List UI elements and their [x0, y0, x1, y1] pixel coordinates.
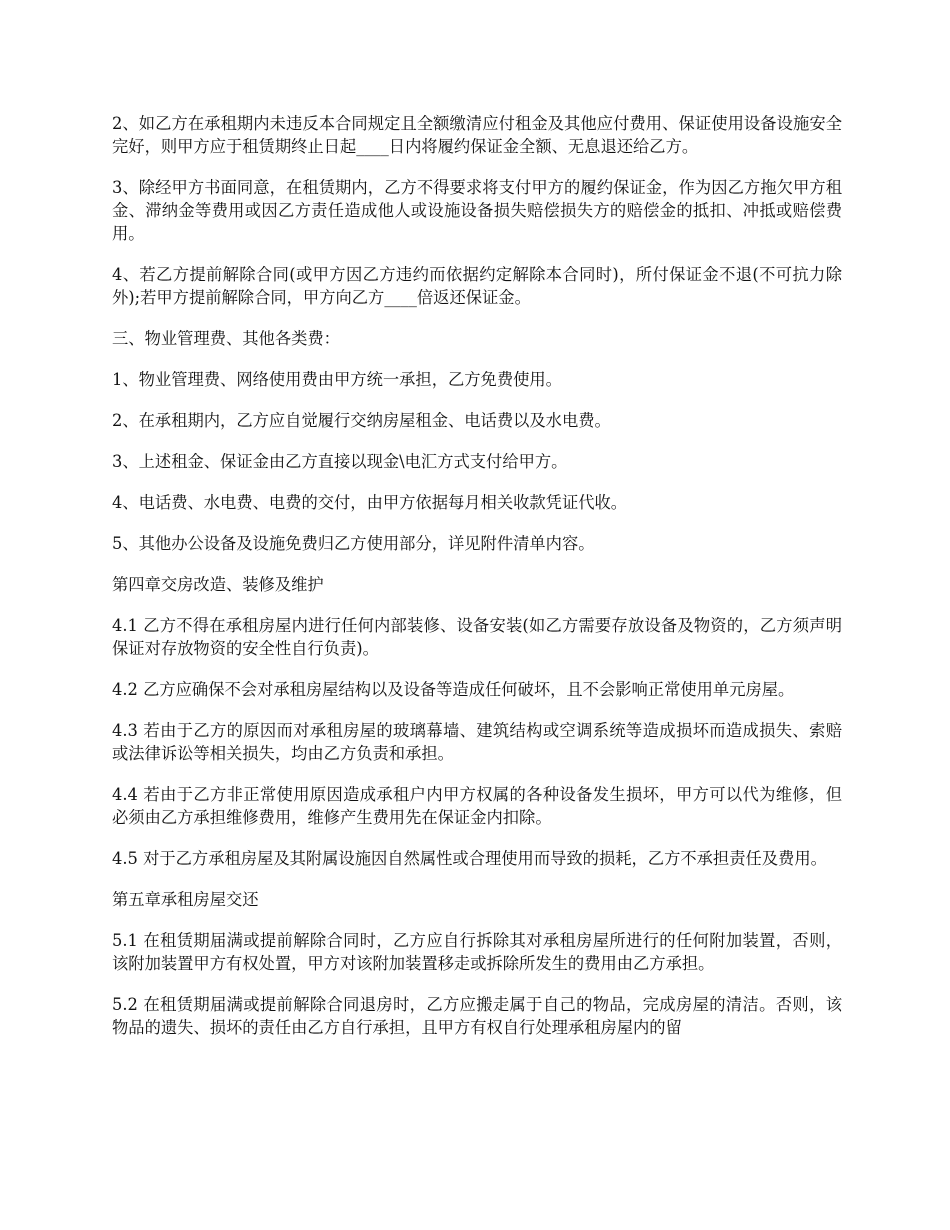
clause-4-5: 4.5 对于乙方承租房屋及其附属设施因自然属性或合理使用而导致的损耗，乙方不承担责任及费用。: [112, 849, 827, 868]
paragraph-fee-4: 4、电话费、水电费、电费的交付，由甲方依据每月相关收款凭证代收。: [112, 493, 628, 512]
paragraph-deposit-deduction: 3、除经甲方书面同意，在租赁期内，乙方不得要求将支付甲方的履约保证金，作为因乙方拖欠甲方租金、滞纳金等费用或因乙方责任造成他人或设施设备损失赔偿损失方的赔偿金的抵扣、冲抵或赔偿费用。: [112, 178, 842, 243]
paragraph-fee-3: 3、上述租金、保证金由乙方直接以现金\电汇方式支付给甲方。: [112, 452, 568, 471]
chapter-heading-5: 第五章承租房屋交还: [112, 890, 259, 909]
clause-5-1: 5.1 在租赁期届满或提前解除合同时，乙方应自行拆除其对承租房屋所进行的任何附加装置，否则，该附加装置甲方有权处置，甲方对该附加装置移走或拆除所发生的费用由乙方承担。: [112, 931, 842, 973]
document-page: [112, 112, 842, 1057]
clause-4-1: 4.1 乙方不得在承租房屋内进行任何内部装修、设备安装(如乙方需要存放设备及物资的，乙方须声明保证对存放物资的安全性自行负责)。: [112, 616, 842, 658]
paragraph-fee-5: 5、其他办公设备及设施免费归乙方使用部分，详见附件清单内容。: [112, 534, 595, 553]
clause-4-4: 4.4 若由于乙方非正常使用原因造成承租户内甲方权属的各种设备发生损坏，甲方可以代为维修，但必须由乙方承担维修费用，维修产生费用先在保证金内扣除。: [112, 785, 842, 827]
paragraph-fee-1: 1、物业管理费、网络使用费由甲方统一承担，乙方免费使用。: [112, 370, 562, 389]
section-heading-fees: 三、物业管理费、其他各类费：: [112, 329, 340, 348]
paragraph-early-termination: 4、若乙方提前解除合同(或甲方因乙方违约而依据约定解除本合同时)，所付保证金不退(不可抗力除外);若甲方提前解除合同，甲方向乙方____倍返还保证金。: [112, 265, 842, 307]
paragraph-fee-2: 2、在承租期内，乙方应自觉履行交纳房屋租金、电话费以及水电费。: [112, 411, 611, 430]
chapter-heading-4: 第四章交房改造、装修及维护: [112, 575, 324, 594]
clause-5-2: 5.2 在租赁期届满或提前解除合同退房时，乙方应搬走属于自己的物品，完成房屋的清洁。否则，该物品的遗失、损坏的责任由乙方自行承担，且甲方有权自行处理承租房屋内的留: [112, 995, 842, 1037]
clause-4-3: 4.3 若由于乙方的原因而对承租房屋的玻璃幕墙、建筑结构或空调系统等造成损坏而造成损失、索赔或法律诉讼等相关损失，均由乙方负责和承担。: [112, 721, 842, 763]
paragraph-deposit-refund: 2、如乙方在承租期内未违反本合同规定且全额缴清应付租金及其他应付费用、保证使用设备设施安全完好，则甲方应于租赁期终止日起____日内将履约保证金全额、无息退还给乙方。: [112, 114, 842, 156]
clause-4-2: 4.2 乙方应确保不会对承租房屋结构以及设备等造成任何破坏，且不会影响正常使用单元房屋。: [112, 680, 795, 699]
